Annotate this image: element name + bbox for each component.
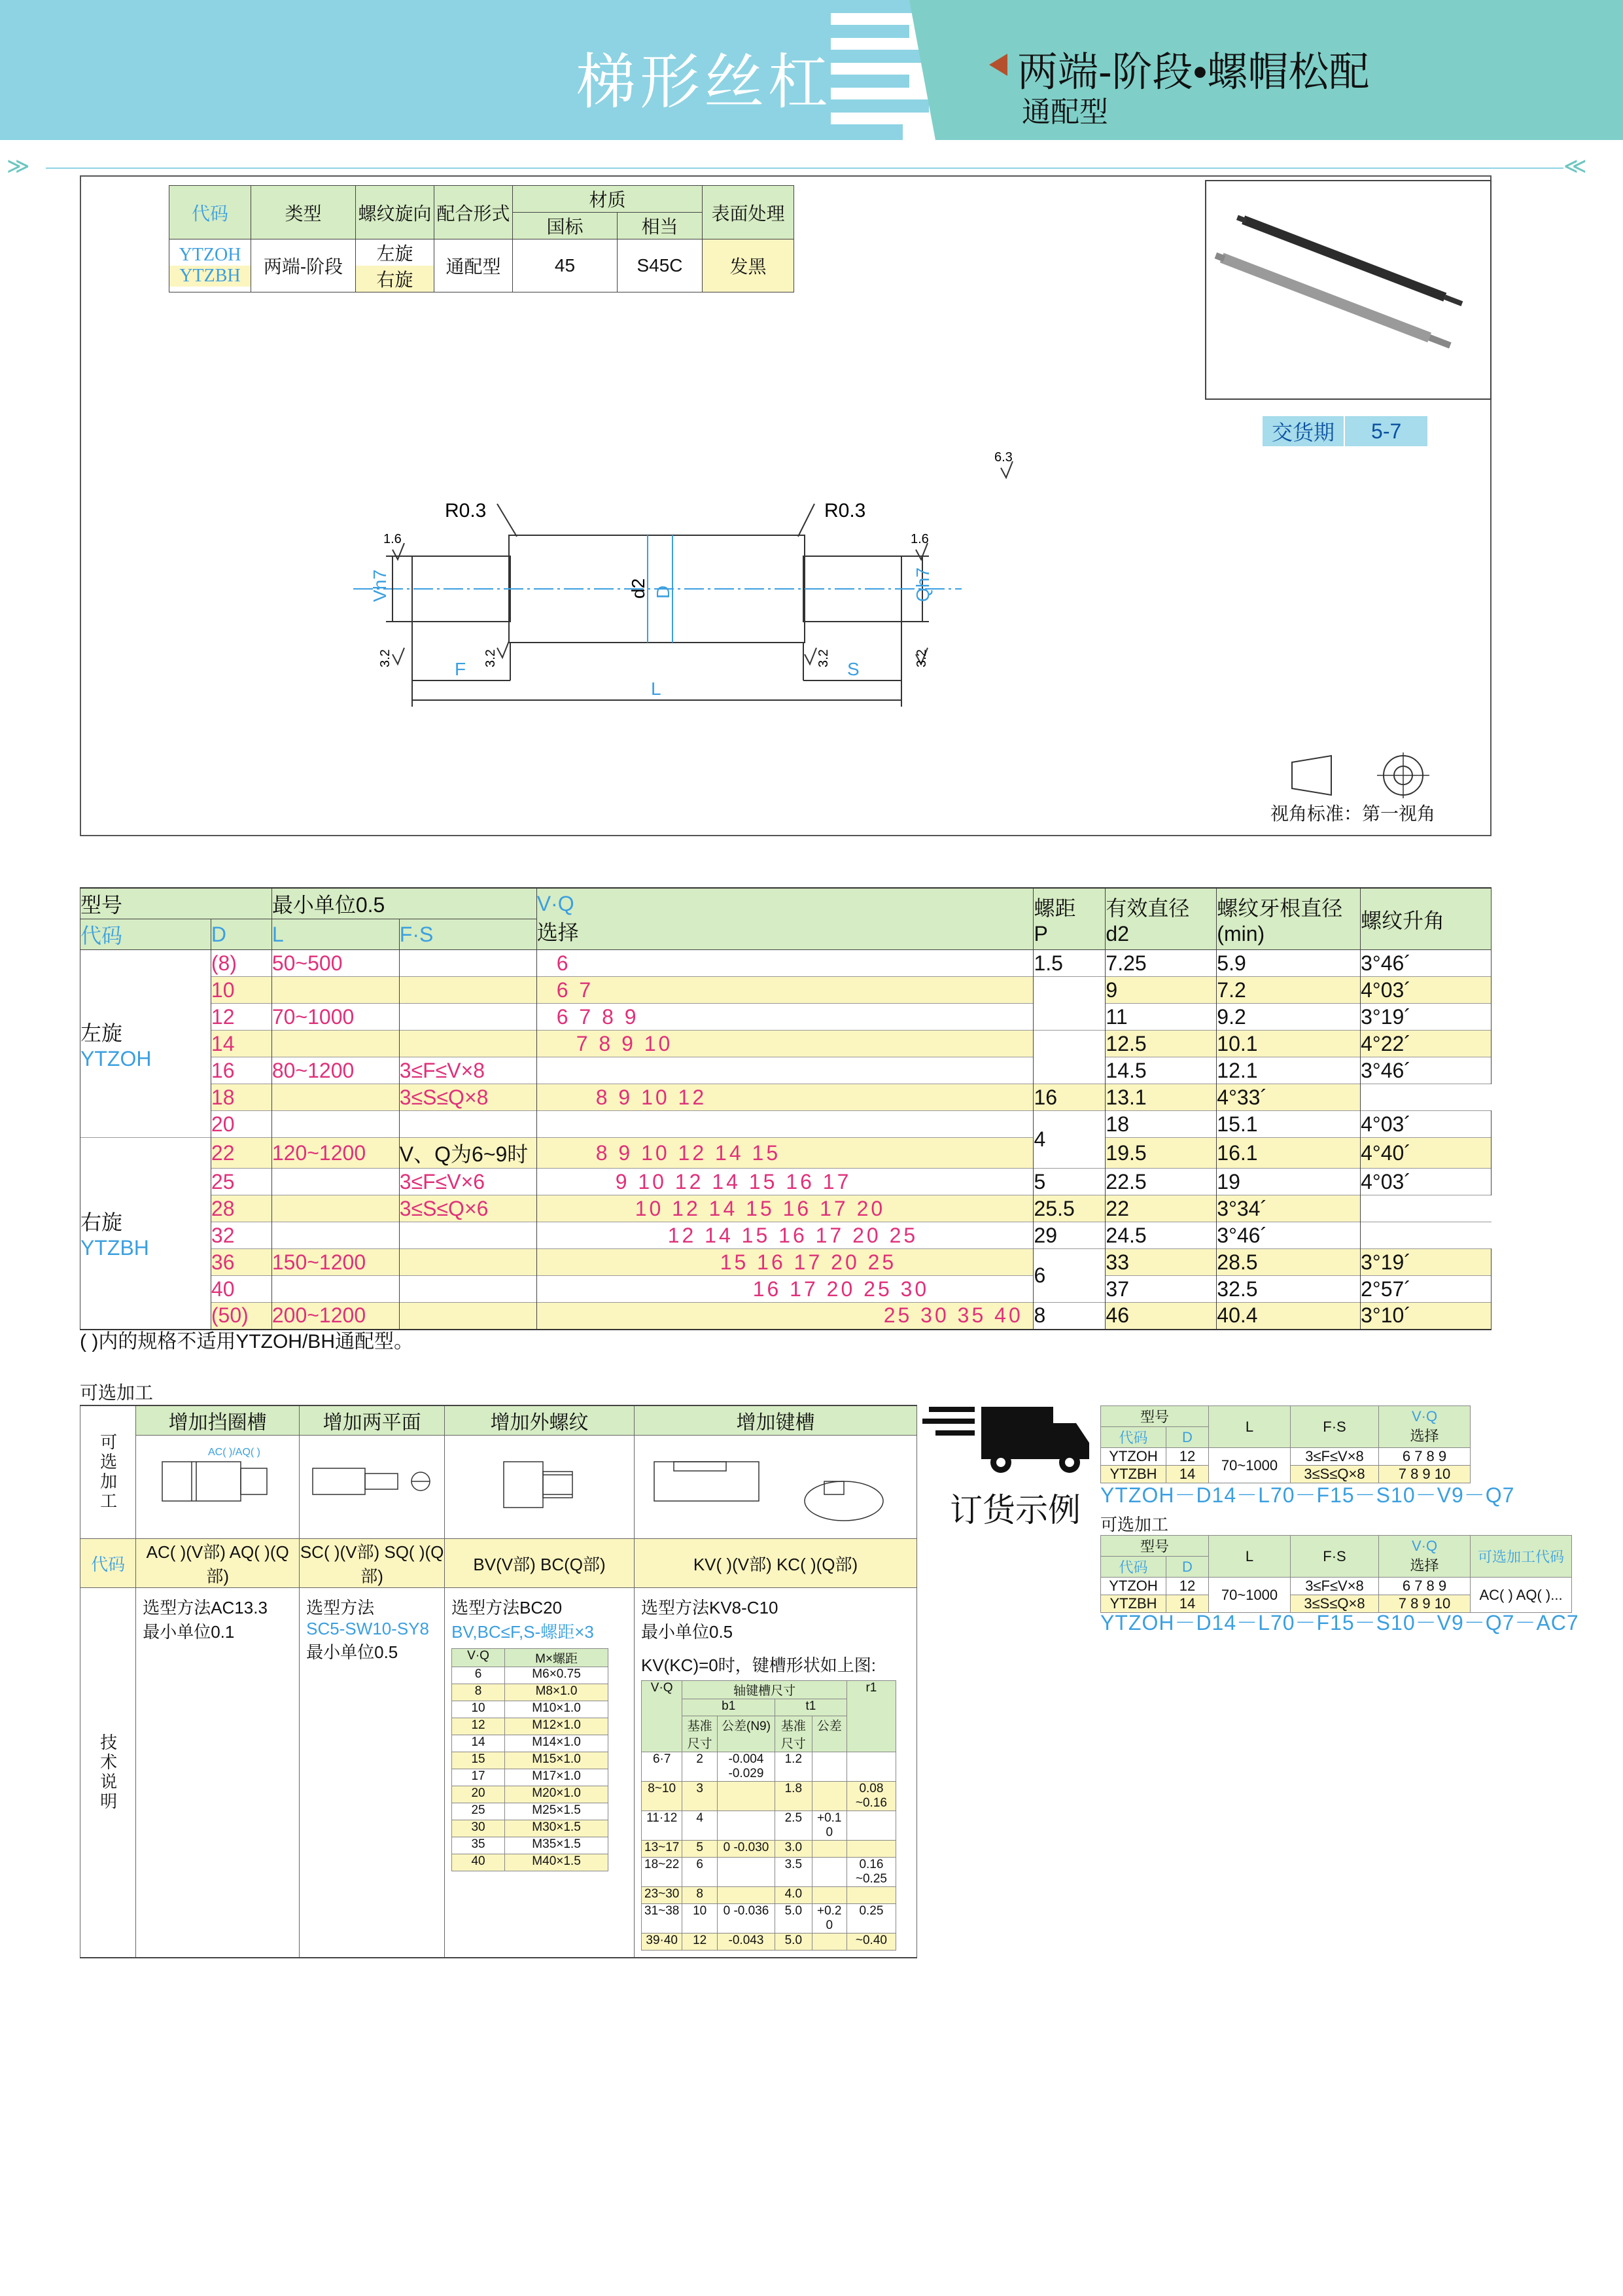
spec-table — [80, 887, 1492, 1330]
lead-angle-cell: 3°46´ — [1361, 950, 1492, 977]
vq-cell: 9 10 12 14 15 16 17 — [536, 1169, 1034, 1195]
spec-row — [80, 1222, 1492, 1249]
page-subtitle-2: 通配型 — [1022, 96, 1108, 128]
d-cell: 18 — [211, 1084, 271, 1111]
lead-angle-cell: 3°46´ — [1361, 1057, 1492, 1084]
spec-row — [80, 950, 1492, 977]
code-cell: YTZOH YTZBH — [169, 239, 251, 292]
lead-angle-cell: 4°03´ — [1361, 1169, 1492, 1195]
material-header: 材质 — [513, 186, 703, 213]
vq-cell: 15 16 17 20 25 — [536, 1249, 1034, 1276]
root-diam-cell: 19 — [1217, 1169, 1361, 1195]
root-diam-cell: 22 — [1106, 1195, 1217, 1222]
spec-note: ( )内的规格不适用YTZOH/BH通配型。 — [80, 1331, 413, 1352]
spec-row — [80, 1057, 1492, 1084]
thread-row: 10 M10×1.0 — [452, 1701, 608, 1718]
retaining-detail: 选型方法AC13.3 最小单位0.1 — [136, 1588, 300, 1958]
fs-cell — [399, 1031, 536, 1057]
opt-col-retaining-groove: 增加挡圈槽 — [136, 1405, 300, 1436]
spec-row — [80, 1084, 1492, 1111]
d-cell: 40 — [211, 1276, 271, 1303]
eff-diam-cell: 14.5 — [1106, 1057, 1217, 1084]
spec-row — [80, 1195, 1492, 1222]
first-angle-projection-icon — [1289, 752, 1433, 798]
opt-col-keyway: 增加键槽 — [635, 1405, 917, 1436]
root-diam-cell: 15.1 — [1217, 1111, 1361, 1138]
eff-diam-cell: 19.5 — [1106, 1138, 1217, 1169]
pitch-cell: 8 — [1034, 1303, 1106, 1330]
l-cell: 50~500 — [271, 950, 399, 977]
external-thread-diagram — [445, 1436, 635, 1539]
l-cell: 80~1200 — [271, 1057, 399, 1084]
pitch-cell: 6 — [1034, 1249, 1106, 1303]
header-stripes — [831, 0, 975, 140]
opt-col-two-flats: 增加两平面 — [300, 1405, 445, 1436]
lead-angle-cell: 3°34´ — [1217, 1195, 1361, 1222]
vq-cell: 8 9 10 12 14 15 — [536, 1138, 1034, 1169]
eff-diam-cell: 16 — [1034, 1084, 1106, 1111]
vq-cell — [536, 1057, 1034, 1084]
root-diam-cell: 16.1 — [1217, 1138, 1361, 1169]
vq-header: V·Q 选择 — [536, 888, 1034, 950]
eff-diam-cell: 7.25 — [1106, 950, 1217, 977]
l-cell: 200~1200 — [271, 1303, 399, 1330]
eff-diam-cell: 22.5 — [1106, 1169, 1217, 1195]
opt-code-keyway: KV( )(V部) KC( )(Q部) — [635, 1539, 917, 1588]
delivery-value: 5-7 — [1344, 415, 1428, 447]
roughness-f: 3.2 — [915, 649, 929, 667]
tech-note-side-label: 技术说明 — [80, 1588, 136, 1958]
min-unit-header: 最小单位0.5 — [271, 888, 536, 919]
l-cell — [271, 977, 399, 1004]
thread-row: 35 M35×1.5 — [452, 1837, 608, 1854]
subtitle-marker-icon — [989, 54, 1007, 76]
eff-diam-cell: 37 — [1106, 1276, 1217, 1303]
keyway-row: 23~30 8 4.0 — [642, 1887, 896, 1904]
l-cell — [271, 1169, 399, 1195]
l-cell — [271, 1195, 399, 1222]
r-right-label: R0.3 — [824, 500, 866, 521]
f-dim: F — [455, 659, 466, 679]
eff-diam-header: 有效直径 d2 — [1106, 888, 1217, 950]
pitch-cell: 4 — [1034, 1111, 1106, 1169]
delivery-truck-icon — [922, 1400, 1092, 1479]
spec-row — [80, 1249, 1492, 1276]
spec-row — [80, 1004, 1492, 1031]
root-diam-cell: 5.9 — [1217, 950, 1361, 977]
fs-cell: 3≤S≤Q×6 — [399, 1195, 536, 1222]
opt-code-label: 代码 — [80, 1539, 136, 1588]
keyway-detail: 选型方法KV8-C10 最小单位0.5 KV(KC)=0时，键槽形状如上图: V·Q 轴键槽尺寸 r1 b1 t1 基准尺寸 公差(N9) 基准尺寸 公差 6·7 2 -0.004 -0.029 1.2 8~10 3 1.8 0.08 ~0.16 11·12 4 2.5 +0.1 0 13~17 5 0 -0.030 3.0 18~22 6 3.5 0.16 ~0.25 23~30 8 4.0 31~38 10 0 -0.036 5.0 +0.2 0 0.25 39·40 12 -0.043 5.0 ~0.40 — [635, 1588, 917, 1958]
lead-angle-header: 螺纹升角 — [1361, 888, 1492, 950]
roughness-left: 1.6 — [383, 532, 402, 546]
delivery-table — [1261, 415, 1429, 448]
lead-angle-cell: 4°03´ — [1361, 977, 1492, 1004]
thread-row: 25 M25×1.5 — [452, 1803, 608, 1820]
spec-row — [80, 977, 1492, 1004]
keyway-row: 8~10 3 1.8 0.08 ~0.16 — [642, 1782, 896, 1811]
eff-diam-cell: 9 — [1106, 977, 1217, 1004]
national-cell: 45 — [513, 239, 618, 292]
d-cell: 32 — [211, 1222, 271, 1249]
fs-cell: 3≤F≤V×8 — [399, 1057, 536, 1084]
order-example-label: 订货示例 — [950, 1492, 1081, 1528]
d-cell: (50) — [211, 1303, 271, 1330]
l-cell — [271, 1222, 399, 1249]
view-standard-note: 视角标准：第一视角 — [1270, 804, 1436, 824]
d-cell: 36 — [211, 1249, 271, 1276]
keyway-row: 13~17 5 0 -0.030 3.0 — [642, 1841, 896, 1858]
keyway-row: 11·12 4 2.5 +0.1 0 — [642, 1811, 896, 1841]
order-example-code-2: YTZOH－D14－L70－F15－S10－V9－Q7－AC7 — [1100, 1611, 1579, 1634]
shaft-drawing — [340, 451, 1034, 726]
l-cell — [271, 1276, 399, 1303]
order-example-code-1: YTZOH－D14－L70－F15－S10－V9－Q7 — [1100, 1483, 1515, 1507]
left-hand-group: 左旋 YTZOH — [80, 950, 211, 1138]
fs-cell — [399, 1303, 536, 1330]
fs-cell — [399, 977, 536, 1004]
thread-row: 15 M15×1.0 — [452, 1752, 608, 1769]
pitch-header: 螺距 P — [1034, 888, 1106, 950]
fs-cell — [399, 1004, 536, 1031]
vq-cell: 16 17 20 25 30 — [536, 1276, 1034, 1303]
s-dim: S — [847, 659, 860, 679]
fs-cell — [399, 1111, 536, 1138]
pitch-cell — [1034, 977, 1106, 1031]
roughness-d: 3.2 — [483, 649, 498, 667]
pitch-cell — [1034, 1031, 1106, 1084]
right-hand-group: 右旋 YTZBH — [80, 1138, 211, 1330]
roughness-top: 6.3 — [994, 451, 1013, 465]
eff-diam-cell: 33 — [1106, 1249, 1217, 1276]
d2-dim: d2 — [628, 578, 648, 599]
svg-text:AC( )/AQ( ): AC( )/AQ( ) — [208, 1447, 261, 1458]
d-dim: D — [653, 585, 673, 599]
root-diam-cell: 13.1 — [1106, 1084, 1217, 1111]
l-cell — [271, 1111, 399, 1138]
r-left-label: R0.3 — [445, 500, 487, 521]
vq-cell: 6 — [536, 950, 1034, 977]
keyway-row: 39·40 12 -0.043 5.0 ~0.40 — [642, 1934, 896, 1951]
keyway-row: 31~38 10 0 -0.036 5.0 +0.2 0 0.25 — [642, 1904, 896, 1934]
dir-cell: 左旋 右旋 — [356, 239, 434, 292]
vq-cell: 7 8 9 10 — [536, 1031, 1034, 1057]
page-title: 梯形丝杠 — [576, 49, 833, 116]
lead-angle-cell: 4°22´ — [1361, 1031, 1492, 1057]
l-cell — [271, 1031, 399, 1057]
opt-code-flats: SC( )(V部) SQ( )(Q部) — [300, 1539, 445, 1588]
thread-row: 6 M6×0.75 — [452, 1667, 608, 1684]
roughness-right: 1.6 — [911, 532, 929, 546]
d-cell: (8) — [211, 950, 271, 977]
d-cell: 22 — [211, 1138, 271, 1169]
type-header: 类型 — [251, 186, 356, 239]
opt-code-thread: BV(V部) BC(Q部) — [445, 1539, 635, 1588]
national-header: 国标 — [513, 213, 618, 239]
code-subheader: 代码 — [80, 919, 211, 950]
l-cell: 150~1200 — [271, 1249, 399, 1276]
l-cell: 70~1000 — [271, 1004, 399, 1031]
equivalent-header: 相当 — [618, 213, 703, 239]
thread-row: 8 M8×1.0 — [452, 1684, 608, 1701]
d-cell: 14 — [211, 1031, 271, 1057]
lead-angle-cell: 3°19´ — [1361, 1249, 1492, 1276]
d-cell: 20 — [211, 1111, 271, 1138]
optional-processing-title: 可选加工 — [80, 1383, 154, 1403]
root-diam-cell: 10.1 — [1217, 1031, 1361, 1057]
keyway-row: 6·7 2 -0.004 -0.029 1.2 — [642, 1752, 896, 1782]
root-diam-cell: 40.4 — [1217, 1303, 1361, 1330]
fs-cell — [399, 1222, 536, 1249]
optional-side-label: 可选加工 — [80, 1405, 136, 1539]
header-rule — [46, 168, 1563, 169]
lead-angle-cell: 3°46´ — [1217, 1222, 1361, 1249]
chevron-right-icon: ≫ — [7, 154, 30, 179]
d-cell: 12 — [211, 1004, 271, 1031]
spec-row — [80, 1169, 1492, 1195]
fs-cell: 3≤S≤Q×8 — [399, 1084, 536, 1111]
root-diam-cell: 7.2 — [1217, 977, 1361, 1004]
thread-size-table: V·Q M×螺距 6 M6×0.75 8 M8×1.0 10 M10×1.0 12 M12×1.0 14 M14×1.0 15 M15×1.0 17 M17×1.0 20 M20×1.0 25 M25×1.5 30 M30×1.5 35 M35×1.5 40 M40×1.5 — [451, 1648, 608, 1871]
lead-angle-cell: 3°10´ — [1361, 1303, 1492, 1330]
eff-diam-cell: 25.5 — [1034, 1195, 1106, 1222]
two-flats-diagram — [300, 1436, 445, 1539]
thread-row: 14 M14×1.0 — [452, 1735, 608, 1752]
roughness-e: 3.2 — [816, 649, 831, 667]
vq-cell: 6 7 — [536, 977, 1034, 1004]
d-subheader: D — [211, 919, 271, 950]
root-diam-header: 螺纹牙根直径 (min) — [1217, 888, 1361, 950]
pitch-cell: 5 — [1034, 1169, 1106, 1195]
vq-cell: 25 30 35 40 — [536, 1303, 1034, 1330]
spec-row — [80, 1276, 1492, 1303]
d-cell: 16 — [211, 1057, 271, 1084]
lead-angle-cell: 3°19´ — [1361, 1004, 1492, 1031]
vq-cell: 6 7 8 9 — [536, 1004, 1034, 1031]
opt-col-external-thread: 增加外螺纹 — [445, 1405, 635, 1436]
l-subheader: L — [271, 919, 399, 950]
root-diam-cell: 32.5 — [1217, 1276, 1361, 1303]
retaining-groove-diagram — [136, 1436, 300, 1539]
screw-shafts-image — [1206, 181, 1490, 398]
spec-row — [80, 1138, 1492, 1169]
lead-angle-cell: 4°40´ — [1361, 1138, 1492, 1169]
chevron-left-icon: ≪ — [1563, 154, 1587, 179]
delivery-label: 交货期 — [1262, 415, 1344, 447]
equivalent-cell: S45C — [618, 239, 703, 292]
surface-cell: 发黑 — [703, 239, 794, 292]
model-header: 型号 — [80, 888, 272, 919]
eff-diam-cell: 12.5 — [1106, 1031, 1217, 1057]
fs-cell — [399, 950, 536, 977]
thread-row: 40 M40×1.5 — [452, 1854, 608, 1871]
lead-angle-cell: 4°03´ — [1361, 1111, 1492, 1138]
fit-header: 配合形式 — [434, 186, 513, 239]
surface-header: 表面处理 — [703, 186, 794, 239]
fs-cell — [399, 1249, 536, 1276]
roughness-c: 3.2 — [378, 649, 393, 667]
product-photo — [1205, 180, 1492, 400]
fs-cell: V、Q为6~9时 — [399, 1138, 536, 1169]
fit-cell: 通配型 — [434, 239, 513, 292]
keyway-size-table: V·Q 轴键槽尺寸 r1 b1 t1 基准尺寸 公差(N9) 基准尺寸 公差 6·7 2 -0.004 -0.029 1.2 8~10 3 1.8 0.08 ~0.16 11·12 4 2.5 +0.1 0 13~17 5 0 -0.030 3.0 18~22 6 3.5 0.16 ~0.25 23~30 8 4.0 31~38 10 0 -0.036 5.0 +0.2 0 0.25 39·40 12 -0.043 5.0 ~0.40 — [641, 1680, 896, 1951]
thread-detail: 选型方法BC20 BV,BC≤F,S-螺距×3 V·Q M×螺距 6 M6×0.75 8 M8×1.0 10 M10×1.0 12 M12×1.0 14 M14×1.0 15 M15×1.0 17 M17×1.0 20 M20×1.0 25 M25×1.5 30 M30×1.5 35 M35×1.5 40 M40×1.5 — [445, 1588, 635, 1958]
keyway-row: 18~22 6 3.5 0.16 ~0.25 — [642, 1858, 896, 1887]
thread-row: 12 M12×1.0 — [452, 1718, 608, 1735]
root-diam-cell: 12.1 — [1217, 1057, 1361, 1084]
order-example-table-2: 型号 L F·S V·Q 选择 可选加工代码 代码 D YTZOH 12 70~1000 3≤F≤V×8 6 7 8 9 AC( ) AQ( )... YTZBH 14 3≤S≤Q×8 7 8 9 10 — [1100, 1535, 1572, 1613]
type-cell: 两端-阶段 — [251, 239, 356, 292]
d-cell: 10 — [211, 977, 271, 1004]
root-diam-cell: 24.5 — [1106, 1222, 1217, 1249]
thread-row: 30 M30×1.5 — [452, 1820, 608, 1837]
material-table — [169, 185, 794, 292]
page-subtitle: 两端-阶段•螺帽松配 — [1017, 50, 1370, 95]
eff-diam-cell: 29 — [1034, 1222, 1106, 1249]
thread-row: 17 M17×1.0 — [452, 1769, 608, 1786]
spec-row — [80, 1031, 1492, 1057]
root-diam-cell: 28.5 — [1217, 1249, 1361, 1276]
pitch-cell: 1.5 — [1034, 950, 1106, 977]
l-cell: 120~1200 — [271, 1138, 399, 1169]
fs-cell: 3≤F≤V×6 — [399, 1169, 536, 1195]
l-dim: L — [651, 679, 661, 699]
keyway-diagram — [635, 1436, 917, 1539]
thread-row: 20 M20×1.0 — [452, 1786, 608, 1803]
lead-angle-cell: 2°57´ — [1361, 1276, 1492, 1303]
eff-diam-cell: 18 — [1106, 1111, 1217, 1138]
code-header: 代码 — [169, 186, 251, 239]
d-cell: 25 — [211, 1169, 271, 1195]
l-cell — [271, 1084, 399, 1111]
order-optional-title: 可选加工 — [1100, 1515, 1169, 1534]
vq-cell — [536, 1111, 1034, 1138]
flats-detail: 选型方法 SC5-SW10-SY8 最小单位0.5 — [300, 1588, 445, 1958]
vq-cell: 12 14 15 16 17 20 25 — [536, 1222, 1034, 1249]
order-example-table-1: 型号 L F·S V·Q 选择 代码 D YTZOH 12 70~1000 3≤F≤V×8 6 7 8 9 YTZBH 14 3≤S≤Q×8 7 8 9 10 — [1100, 1405, 1471, 1483]
d-cell: 28 — [211, 1195, 271, 1222]
eff-diam-cell: 11 — [1106, 1004, 1217, 1031]
fs-cell — [399, 1276, 536, 1303]
fs-subheader: F·S — [399, 919, 536, 950]
v-dim: Vh7 — [370, 569, 390, 602]
optional-processing-table — [80, 1405, 917, 1958]
eff-diam-cell: 46 — [1106, 1303, 1217, 1330]
thread-dir-header: 螺纹旋向 — [356, 186, 434, 239]
vq-cell: 10 12 14 15 16 17 20 — [536, 1195, 1034, 1222]
opt-code-retaining: AC( )(V部) AQ( )(Q部) — [136, 1539, 300, 1588]
lead-angle-cell: 4°33´ — [1217, 1084, 1361, 1111]
q-dim: Qh7 — [913, 567, 933, 602]
vq-cell: 8 9 10 12 — [536, 1084, 1034, 1111]
spec-row — [80, 1111, 1492, 1138]
root-diam-cell: 9.2 — [1217, 1004, 1361, 1031]
